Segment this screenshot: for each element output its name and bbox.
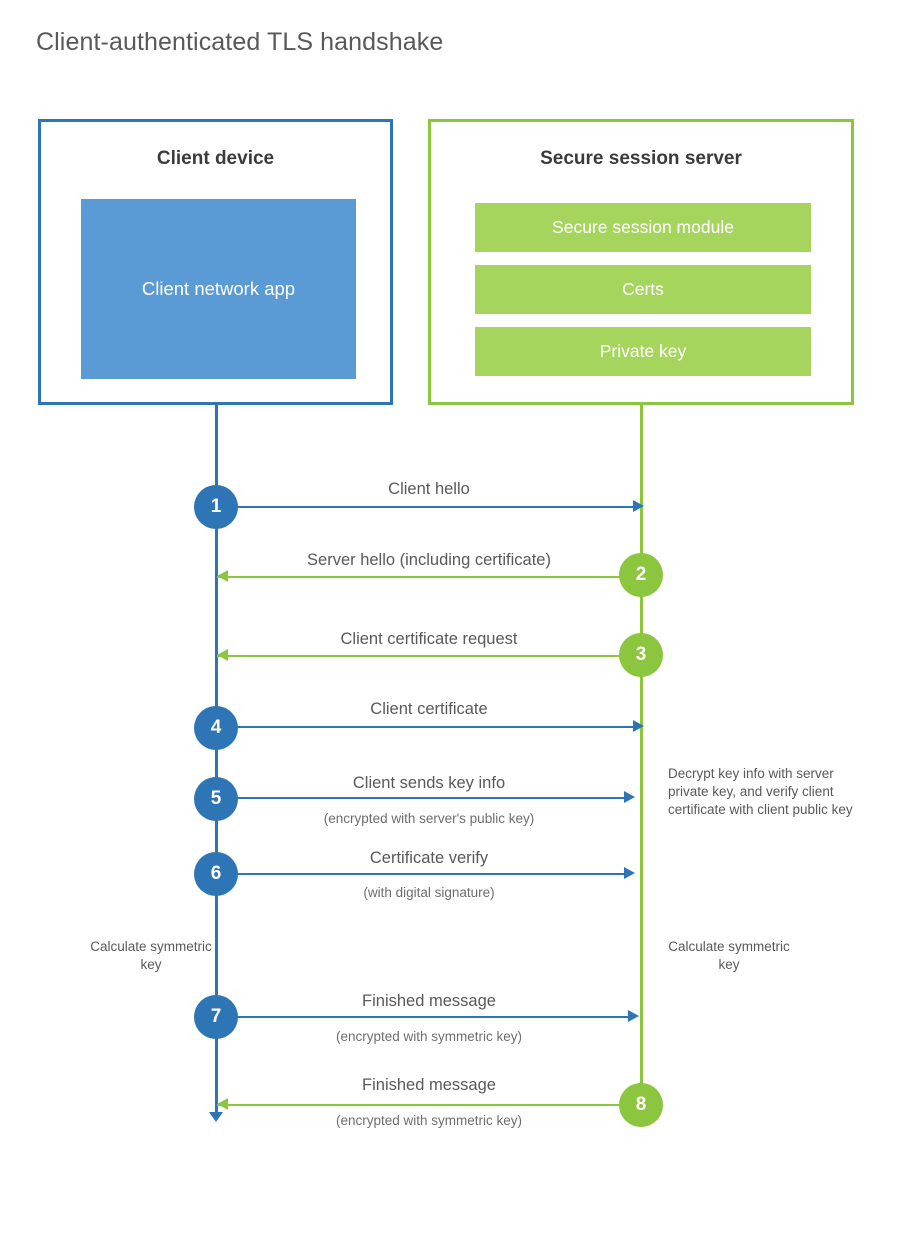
client-network-app: Client network app xyxy=(81,199,356,379)
step-3-label: Client certificate request xyxy=(340,630,518,648)
step-8-label: Finished message xyxy=(362,1076,496,1094)
step-1-number: 1 xyxy=(194,485,238,529)
step-7-line xyxy=(217,1016,633,1018)
step-8-sublabel: (encrypted with symmetric key) xyxy=(335,1113,523,1128)
step-7-number: 7 xyxy=(194,995,238,1039)
step-3-number: 3 xyxy=(619,633,663,677)
page-title: Client-authenticated TLS handshake xyxy=(36,28,444,56)
step-8-line xyxy=(217,1104,641,1106)
step-1-arrowhead-icon xyxy=(633,500,644,512)
server-item-secure-session-module: Secure session module xyxy=(475,203,811,252)
client-calculate-symmetric-key-note: Calculate symmetric key xyxy=(90,939,212,973)
step-6-label: Certificate verify xyxy=(369,849,489,867)
step-5-arrowhead-icon xyxy=(624,791,635,803)
step-6-arrowhead-icon xyxy=(624,867,635,879)
step-8-number: 8 xyxy=(619,1083,663,1127)
step-4-label: Client certificate xyxy=(370,700,488,718)
step-6-sublabel: (with digital signature) xyxy=(363,885,495,900)
step-4-line xyxy=(217,726,641,728)
step-4-arrowhead-icon xyxy=(633,720,644,732)
step-8-arrowhead-icon xyxy=(217,1098,228,1110)
step-1-line xyxy=(217,506,641,508)
step-2-label: Server hello (including certificate) xyxy=(307,551,551,569)
step-4-number: 4 xyxy=(194,706,238,750)
step-7-arrowhead-icon xyxy=(628,1010,639,1022)
step-6-line xyxy=(217,873,629,875)
step-2-line xyxy=(217,576,641,578)
server-decrypt-note: Decrypt key info with server private key, and verify client certificate with client public key xyxy=(668,766,853,818)
step-2-arrowhead-icon xyxy=(217,570,228,582)
client-device-title: Client device xyxy=(156,148,275,169)
client-device-box xyxy=(38,119,393,405)
step-2-number: 2 xyxy=(619,553,663,597)
step-6-number: 6 xyxy=(194,852,238,896)
step-7-label: Finished message xyxy=(362,992,496,1010)
secure-session-server-box xyxy=(428,119,854,405)
server-item-private-key: Private key xyxy=(475,327,811,376)
step-5-number: 5 xyxy=(194,777,238,821)
step-5-label: Client sends key info xyxy=(352,774,506,792)
step-7-sublabel: (encrypted with symmetric key) xyxy=(335,1029,523,1044)
secure-session-server-title: Secure session server xyxy=(540,148,742,169)
step-5-sublabel: (encrypted with server's public key) xyxy=(323,811,535,826)
server-calculate-symmetric-key-note: Calculate symmetric key xyxy=(668,939,790,973)
step-3-line xyxy=(217,655,641,657)
server-item-certs: Certs xyxy=(475,265,811,314)
step-1-label: Client hello xyxy=(388,480,470,498)
step-5-line xyxy=(217,797,629,799)
step-3-arrowhead-icon xyxy=(217,649,228,661)
